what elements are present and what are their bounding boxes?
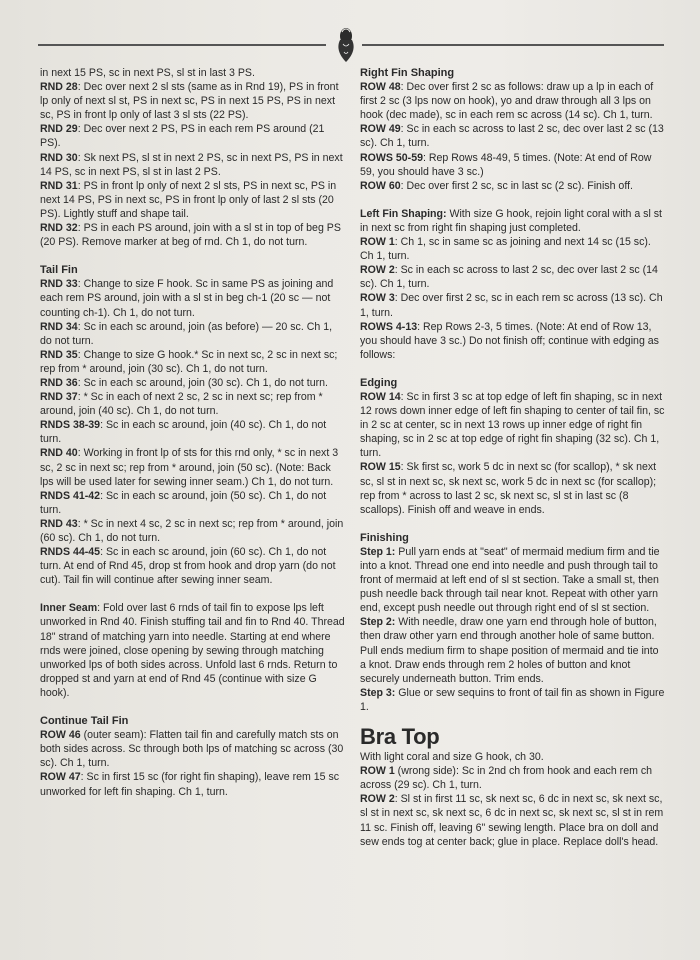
instruction-body: : Sc in each sc across to last 2 sc, dec over last 2 sc (14 sc). Ch 1, turn. (360, 264, 658, 291)
instruction-label: ROW 15 (360, 461, 401, 474)
instruction-body: : Rep Rows 48-49, 5 times. (Note: At end of Row 59, you should have 3 sc.) (360, 151, 652, 178)
major-heading-bra-top: Bra Top (360, 724, 440, 750)
instruction-label: RNDS 38-39 (40, 419, 101, 432)
instruction-body: (outer seam): Flatten tail fin and carefully match sts on both sides across. Sc through both lps of matching sc across (30 sc). Ch 1, turn. (40, 729, 344, 770)
instruction-body: : Dec over first 2 sc, sc in each rem sc across (13 sc). Ch 1, turn. (360, 292, 663, 319)
instruction-label: RND 37 (40, 391, 78, 404)
instruction-label: RND 30 (40, 151, 78, 164)
instruction-body: : Sc in each sc around, join (as before) — 20 sc. Ch 1, do not turn. (40, 320, 333, 347)
spacer (360, 714, 666, 722)
instruction-body: : Sc in first 3 sc at top edge of left fin shaping, sc in next 12 rows down inner edge of left fin shaping to center of tail fin, sc in 2 sc at center, sc in next 13 rows up inner edge of right fin shaping, sc in 2 sc at top edge of right fin shaping (32 sc). Ch 1, turn. (360, 390, 665, 460)
instruction-body: : Sl st in first 11 sc, sk next sc, 6 dc in next sc, sk next sc, sl st in next sc, sk next sc, 6 dc in next sc, sk next sc, sl st in rem 11 sc. Finish off, leaving 6" sewing length. Place bra on doll and sew ends tog at center back; glue in place. Replace doll's head. (360, 793, 664, 848)
instruction-label: ROWS 4-13 (360, 320, 418, 333)
instruction-label: RND 31 (40, 179, 78, 192)
instruction-body: : Sc in each sc around, join (50 sc). Ch 1, do not turn. (40, 489, 327, 516)
instruction-label: Step 3: (360, 686, 396, 699)
instruction-row-2 (360, 792, 666, 848)
instruction-label: Inner Seam (40, 602, 98, 615)
instruction-label: ROW 47 (40, 771, 81, 784)
instruction-label: ROW 2 (360, 264, 395, 277)
instruction-rnd-43 (40, 517, 346, 545)
instruction-row-60 (360, 179, 666, 193)
instruction-rnds-44-45 (40, 545, 346, 587)
instruction-body: : Rep Rows 2-3, 5 times. (Note: At end of Row 13, you should have 3 sc.) Do not finish off; continue with edging as follows: (360, 320, 659, 361)
instruction-rnd-33 (40, 277, 346, 319)
instruction-row-3 (360, 291, 666, 319)
instruction-label: RND 29 (40, 123, 78, 136)
instruction-body: Pull yarn ends at "seat" of mermaid medium firm and tie into a knot. Thread one end into needle and push through tail to front of mermaid at left end of sl st section. Take a small st, then push needle back through tail near knot. Repeat with other yarn end, except push needle out through right end of sl st section. (360, 545, 660, 615)
instruction-label: ROW 1 (360, 765, 395, 778)
instruction-label: ROW 2 (360, 793, 395, 806)
instruction-row-49 (360, 122, 666, 150)
instruction-label: RND 34 (40, 320, 78, 333)
instruction-label: Step 2: (360, 616, 396, 629)
section-heading-tail-fin: Tail Fin (40, 264, 78, 277)
instruction-body: Glue or sew sequins to front of tail fin as shown in Figure 1. (360, 686, 665, 713)
instruction-rnd-28 (40, 80, 346, 122)
instruction-left-fin-shaping (360, 207, 666, 235)
instruction-body: With light coral and size G hook, ch 30. (360, 751, 544, 764)
instruction-rnd-30 (40, 151, 346, 179)
instruction-label: Step 1: (360, 545, 396, 558)
instruction-body: With size G hook, rejoin light coral with a sl st in next sc from right fin shaping just completed. (360, 207, 663, 234)
instruction-rows-50-59 (360, 151, 666, 179)
instruction-label: RND 28 (40, 81, 78, 94)
instruction-rows-4-13 (360, 320, 666, 362)
instruction-body: : Change to size G hook.* Sc in next sc, 2 sc in next sc; rep from * around, join (30 sc). Ch 1, do not turn. (40, 348, 338, 375)
instruction-label: RND 40 (40, 447, 78, 460)
instruction-rnd-37 (40, 390, 346, 418)
spacer (360, 193, 666, 207)
instruction-body: With needle, draw one yarn end through hole of button, then draw other yarn end through another hole of same button. Pull ends medium firm to shape position of mermaid and tie into a knot. Draw ends through rem 2 holes of button and knot securely underneath button. Trim ends. (360, 616, 659, 685)
spacer (40, 587, 346, 601)
instruction-text (40, 66, 346, 80)
instruction-label: ROW 49 (360, 123, 401, 136)
instruction-step-1 (360, 545, 666, 615)
instruction-label: RND 43 (40, 517, 78, 530)
instruction-body: : Sk first sc, work 5 dc in next sc (for scallop), * sk next sc, sl st in next sc, sk next sc, work 5 dc in next sc (for scallop); rep from * across to last 2 sc, sk next sc, sl st in last sc (8 scallops). Finish off and weave in ends. (360, 461, 657, 516)
spacer (40, 249, 346, 263)
right-column (360, 66, 666, 849)
instruction-body: : Sc in first 15 sc (for right fin shaping), leave rem 15 sc unworked for left fin shaping. Ch 1, turn. (40, 771, 340, 798)
instruction-row-15 (360, 460, 666, 516)
instruction-rnd-29 (40, 122, 346, 150)
instruction-label: ROW 14 (360, 390, 401, 403)
instruction-body: : Dec over next 2 sl sts (same as in Rnd 19), PS in front lp only of next sl st, PS in next sc, PS in next 15 PS, PS in next sc, PS in front lp only of last 3 sl sts (22 PS). (40, 81, 339, 122)
instruction-body: : Sc in each sc around, join (30 sc). Ch 1, do not turn. (77, 376, 328, 389)
section-heading-finishing: Finishing (360, 531, 409, 544)
instruction-row-48 (360, 80, 666, 122)
instruction-label: Left Fin Shaping: (360, 207, 447, 220)
spacer (40, 700, 346, 714)
section-heading-edging: Edging (360, 376, 398, 389)
instruction-label: RNDS 44-45 (40, 546, 101, 559)
instruction-body: : Sc in each sc around, join (60 sc). Ch 1, do not turn. At end of Rnd 45, drop st from hook and drop yarn (do not cut). Tail fin will continue after sewing inner seam. (40, 546, 336, 587)
instruction-inner-seam (40, 601, 346, 700)
instruction-row-14 (360, 390, 666, 460)
mermaid-ornament-icon (330, 22, 362, 66)
instruction-label: ROW 48 (360, 81, 401, 94)
header-rule-right (362, 44, 664, 46)
instruction-step-2 (360, 615, 666, 685)
instruction-body: in next 15 PS, sc in next PS, sl st in last 3 PS. (40, 67, 255, 79)
instruction-rnds-38-39 (40, 418, 346, 446)
header-rule-left (38, 44, 326, 46)
instruction-body: : * Sc in next 4 sc, 2 sc in next sc; rep from * around, join (60 sc). Ch 1, do not turn. (40, 517, 344, 544)
instruction-body: : Dec over next 2 PS, PS in each rem PS around (21 PS). (40, 123, 325, 150)
instruction-rnd-35 (40, 348, 346, 376)
instruction-row-47 (40, 770, 346, 798)
instruction-label: RND 36 (40, 376, 78, 389)
instruction-body: (wrong side): Sc in 2nd ch from hook and each rem ch across (29 sc). Ch 1, turn. (360, 765, 653, 792)
instruction-label: RND 35 (40, 348, 78, 361)
instruction-row-46 (40, 728, 346, 770)
instruction-rnd-36 (40, 376, 346, 390)
instruction-body: : * Sc in each of next 2 sc, 2 sc in next sc; rep from * around, join (40 sc). Ch 1, do not turn. (40, 391, 323, 418)
instruction-body: : Sc in each sc across to last 2 sc, dec over last 2 sc (13 sc). Ch 1, turn. (360, 123, 664, 150)
instruction-body: : Change to size F hook. Sc in same PS as joining and each rem PS around, join with a sl st in beg ch-1 (20 sc — not counting ch-1). Ch 1, do not turn. (40, 278, 334, 319)
instruction-label: ROWS 50-59 (360, 151, 423, 164)
instruction-rnd-31 (40, 179, 346, 221)
instruction-body: : Dec over first 2 sc, sc in last sc (2 sc). Finish off. (400, 179, 633, 192)
section-heading-continue-tail-fin: Continue Tail Fin (40, 715, 129, 728)
instruction-body: : Working in front lp of sts for this rnd only, * sc in next 3 sc, 2 sc in next sc; rep from * around, join (50 sc). (Note: Back lps will be used later for sewing inner seam.) Ch 1, do not turn. (40, 447, 339, 488)
instruction-body: : Sk next PS, sl st in next 2 PS, sc in next PS, PS in next 14 PS, sc in next PS, sl st in last 2 PS. (40, 151, 343, 178)
section-heading-right-fin-shaping: Right Fin Shaping (360, 67, 455, 79)
instruction-label: ROW 3 (360, 292, 395, 305)
spacer (360, 362, 666, 376)
instruction-rnd-40 (40, 446, 346, 488)
instruction-body: : Dec over first 2 sc as follows: draw up a lp in each of first 2 sc (3 lps now on hook), yo and draw through all 3 lps on hook (dec made), sc in each rem sc across (14 sc). Ch 1, turn. (360, 81, 654, 122)
instruction-label: ROW 60 (360, 179, 401, 192)
instruction-rnd-32 (40, 221, 346, 249)
instruction-label: RNDS 41-42 (40, 489, 101, 502)
instruction-body: : Sc in each sc around, join (40 sc). Ch 1, do not turn. (40, 419, 327, 446)
instruction-label: ROW 46 (40, 729, 81, 742)
instruction-label: ROW 1 (360, 236, 395, 249)
instruction-row-1 (360, 764, 666, 792)
instruction-body: : Ch 1, sc in same sc as joining and next 14 sc (15 sc). Ch 1, turn. (360, 236, 651, 263)
left-column (40, 66, 346, 799)
instruction-rnds-41-42 (40, 489, 346, 517)
instruction-body: : Fold over last 6 rnds of tail fin to expose lps left unworked in Rnd 40. Finish stuffing tail and fin to Rnd 40. Thread 18" strand of matching yarn into needle. Starting at end where rnds were joined, close opening by sewing through matching unworked lps of both sides across. Unfold last 6 rnds. Return to dropped st and yarn at end of Rnd 45 (continue with size G hook). (40, 602, 345, 699)
instruction-body: : PS in front lp only of next 2 sl sts, PS in next sc, PS in next 14 PS, PS in next sc, PS in front lp only of last 2 sl sts (20 PS). Lightly stuff and shape tail. (40, 179, 337, 220)
instruction-step-3 (360, 686, 666, 714)
spacer (360, 517, 666, 531)
instruction-rnd-34 (40, 320, 346, 348)
instruction-row-1 (360, 235, 666, 263)
instruction-label: RND 32 (40, 222, 78, 235)
instruction-row-2 (360, 263, 666, 291)
instruction-text (360, 750, 666, 764)
instruction-label: RND 33 (40, 278, 78, 291)
instruction-body: : PS in each PS around, join with a sl st in top of beg PS (20 PS). Remove marker at beg of rnd. Ch 1, do not turn. (40, 222, 341, 249)
